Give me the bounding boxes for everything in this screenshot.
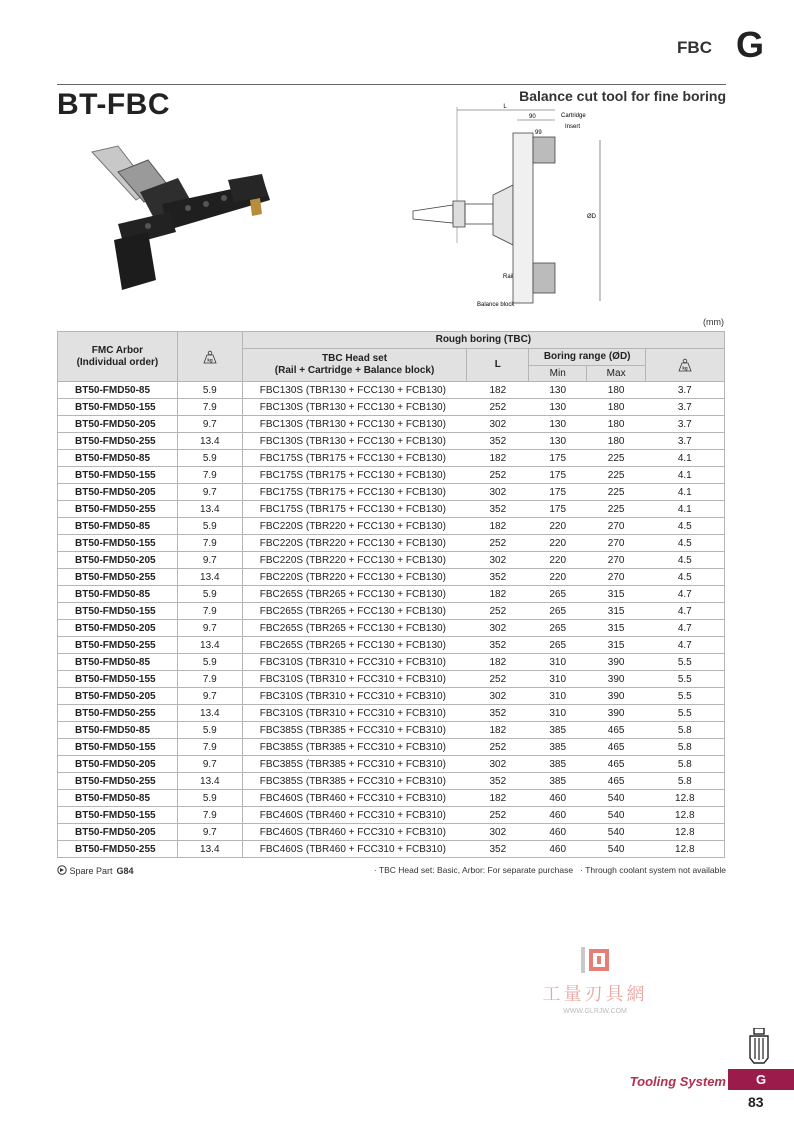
head-set-cell: FBC220S (TBR220 + FCC130 + FCB130): [242, 535, 467, 552]
head-weight-cell: 12.8: [646, 824, 725, 841]
min-diameter-cell: 130: [529, 433, 587, 450]
footnote-coolant: · Through coolant system not available: [580, 865, 726, 875]
min-diameter-cell: 310: [529, 671, 587, 688]
table-row: [58, 671, 725, 688]
max-diameter-cell: 180: [587, 416, 646, 433]
table-row: [58, 518, 725, 535]
min-diameter-cell: 310: [529, 688, 587, 705]
min-diameter-cell: 130: [529, 382, 587, 399]
arbor-weight-cell: 7.9: [177, 399, 242, 416]
head-weight-cell: 4.5: [646, 518, 725, 535]
arbor-cell: BT50-FMD50-155: [58, 671, 178, 688]
length-cell: 302: [467, 620, 529, 637]
arbor-weight-cell: 5.9: [177, 450, 242, 467]
arbor-weight-cell: 13.4: [177, 569, 242, 586]
head-weight-cell: 4.5: [646, 535, 725, 552]
arbor-weight-cell: 13.4: [177, 841, 242, 858]
length-cell: 302: [467, 824, 529, 841]
header-L: L: [467, 349, 529, 382]
min-diameter-cell: 385: [529, 722, 587, 739]
head-set-cell: FBC385S (TBR385 + FCC310 + FCB310): [242, 722, 467, 739]
head-weight-cell: 4.7: [646, 586, 725, 603]
svg-text:ØD: ØD: [587, 214, 596, 220]
table-row: [58, 739, 725, 756]
arbor-weight-cell: 5.9: [177, 722, 242, 739]
length-cell: 182: [467, 722, 529, 739]
min-diameter-cell: 310: [529, 705, 587, 722]
table-row: [58, 399, 725, 416]
length-cell: 352: [467, 773, 529, 790]
min-diameter-cell: 220: [529, 535, 587, 552]
head-set-cell: FBC385S (TBR385 + FCC310 + FCB310): [242, 756, 467, 773]
min-diameter-cell: 460: [529, 807, 587, 824]
head-set-cell: FBC460S (TBR460 + FCC310 + FCB310): [242, 824, 467, 841]
table-row: [58, 841, 725, 858]
max-diameter-cell: 180: [587, 382, 646, 399]
arbor-cell: BT50-FMD50-155: [58, 739, 178, 756]
arrow-circle-icon: [57, 865, 67, 875]
head-set-cell: FBC265S (TBR265 + FCC130 + FCB130): [242, 637, 467, 654]
max-diameter-cell: 180: [587, 399, 646, 416]
table-row: [58, 654, 725, 671]
min-diameter-cell: 130: [529, 399, 587, 416]
length-cell: 302: [467, 756, 529, 773]
max-diameter-cell: 465: [587, 773, 646, 790]
svg-text:L: L: [503, 104, 507, 110]
weight-kg-icon: [677, 358, 693, 372]
arbor-weight-cell: 9.7: [177, 824, 242, 841]
min-diameter-cell: 265: [529, 603, 587, 620]
length-cell: 302: [467, 416, 529, 433]
max-diameter-cell: 540: [587, 824, 646, 841]
head-set-cell: FBC460S (TBR460 + FCC310 + FCB310): [242, 790, 467, 807]
table-row: [58, 637, 725, 654]
arbor-cell: BT50-FMD50-255: [58, 637, 178, 654]
min-diameter-cell: 385: [529, 739, 587, 756]
head-set-cell: FBC265S (TBR265 + FCC130 + FCB130): [242, 620, 467, 637]
length-cell: 252: [467, 739, 529, 756]
page-subtitle: Balance cut tool for fine boring: [519, 88, 726, 104]
max-diameter-cell: 390: [587, 688, 646, 705]
min-diameter-cell: 385: [529, 756, 587, 773]
arbor-cell: BT50-FMD50-155: [58, 467, 178, 484]
head-set-cell: FBC175S (TBR175 + FCC130 + FCB130): [242, 450, 467, 467]
dimension-drawing: [405, 103, 625, 313]
head-set-cell: FBC130S (TBR130 + FCC130 + FCB130): [242, 382, 467, 399]
arbor-cell: BT50-FMD50-255: [58, 705, 178, 722]
max-diameter-cell: 225: [587, 501, 646, 518]
arbor-weight-cell: 5.9: [177, 790, 242, 807]
length-cell: 182: [467, 586, 529, 603]
arbor-cell: BT50-FMD50-205: [58, 552, 178, 569]
arbor-weight-cell: 9.7: [177, 620, 242, 637]
table-row: [58, 620, 725, 637]
arbor-cell: BT50-FMD50-85: [58, 518, 178, 535]
head-set-cell: FBC220S (TBR220 + FCC130 + FCB130): [242, 552, 467, 569]
max-diameter-cell: 315: [587, 603, 646, 620]
table-row: [58, 484, 725, 501]
table-row: [58, 552, 725, 569]
length-cell: 252: [467, 535, 529, 552]
head-weight-cell: 5.5: [646, 671, 725, 688]
arbor-cell: BT50-FMD50-255: [58, 433, 178, 450]
arbor-weight-cell: 9.7: [177, 756, 242, 773]
head-set-cell: FBC460S (TBR460 + FCC310 + FCB310): [242, 841, 467, 858]
length-cell: 352: [467, 637, 529, 654]
head-set-cell: FBC175S (TBR175 + FCC130 + FCB130): [242, 484, 467, 501]
min-diameter-cell: 310: [529, 654, 587, 671]
header-weight-arbor: [177, 332, 242, 382]
arbor-weight-cell: 13.4: [177, 433, 242, 450]
arbor-weight-cell: 7.9: [177, 535, 242, 552]
header-rough-boring: Rough boring (TBC): [242, 332, 724, 349]
arbor-weight-cell: 13.4: [177, 705, 242, 722]
table-row: [58, 790, 725, 807]
watermark-text: 工量刃具網: [542, 984, 648, 1004]
table-row: [58, 467, 725, 484]
arbor-cell: BT50-FMD50-255: [58, 773, 178, 790]
head-weight-cell: 5.8: [646, 739, 725, 756]
svg-text:Rail: Rail: [503, 274, 514, 280]
table-row: [58, 603, 725, 620]
max-diameter-cell: 390: [587, 654, 646, 671]
table-row: [58, 535, 725, 552]
arbor-cell: BT50-FMD50-155: [58, 399, 178, 416]
head-set-cell: FBC175S (TBR175 + FCC130 + FCB130): [242, 501, 467, 518]
header-min: Min: [529, 366, 587, 382]
tool-photo: [78, 140, 278, 310]
max-diameter-cell: 180: [587, 433, 646, 450]
length-cell: 352: [467, 569, 529, 586]
section-letter: G: [735, 24, 764, 65]
length-cell: 252: [467, 467, 529, 484]
head-weight-cell: 5.5: [646, 654, 725, 671]
arbor-weight-cell: 7.9: [177, 467, 242, 484]
min-diameter-cell: 175: [529, 484, 587, 501]
arbor-cell: BT50-FMD50-85: [58, 450, 178, 467]
head-set-cell: FBC310S (TBR310 + FCC310 + FCB310): [242, 688, 467, 705]
arbor-weight-cell: 5.9: [177, 382, 242, 399]
watermark-url: WWW.GLRJW.COM: [563, 1008, 627, 1015]
max-diameter-cell: 540: [587, 790, 646, 807]
section-short: FBC: [677, 38, 712, 57]
head-weight-cell: 5.8: [646, 773, 725, 790]
head-weight-cell: 12.8: [646, 841, 725, 858]
length-cell: 352: [467, 501, 529, 518]
arbor-cell: BT50-FMD50-155: [58, 535, 178, 552]
page-title: BT-FBC: [57, 88, 170, 121]
arbor-cell: BT50-FMD50-85: [58, 382, 178, 399]
length-cell: 182: [467, 790, 529, 807]
head-set-cell: FBC385S (TBR385 + FCC310 + FCB310): [242, 773, 467, 790]
table-row: [58, 501, 725, 518]
length-cell: 252: [467, 603, 529, 620]
table-row: [58, 416, 725, 433]
arbor-cell: BT50-FMD50-155: [58, 807, 178, 824]
min-diameter-cell: 175: [529, 450, 587, 467]
watermark-logo-icon: [575, 945, 615, 975]
arbor-weight-cell: 7.9: [177, 807, 242, 824]
head-set-cell: FBC265S (TBR265 + FCC130 + FCB130): [242, 586, 467, 603]
head-weight-cell: 4.1: [646, 450, 725, 467]
head-set-cell: FBC130S (TBR130 + FCC130 + FCB130): [242, 416, 467, 433]
head-weight-cell: 5.5: [646, 705, 725, 722]
head-set-cell: FBC460S (TBR460 + FCC310 + FCB310): [242, 807, 467, 824]
table-row: [58, 722, 725, 739]
head-set-cell: FBC310S (TBR310 + FCC310 + FCB310): [242, 654, 467, 671]
arbor-weight-cell: 5.9: [177, 586, 242, 603]
arbor-weight-cell: 9.7: [177, 688, 242, 705]
head-weight-cell: 4.5: [646, 569, 725, 586]
arbor-cell: BT50-FMD50-155: [58, 603, 178, 620]
max-diameter-cell: 465: [587, 722, 646, 739]
length-cell: 252: [467, 807, 529, 824]
head-weight-cell: 4.7: [646, 620, 725, 637]
svg-text:Balance block: Balance block: [477, 302, 515, 308]
head-weight-cell: 3.7: [646, 399, 725, 416]
head-set-cell: FBC265S (TBR265 + FCC130 + FCB130): [242, 603, 467, 620]
length-cell: 302: [467, 484, 529, 501]
max-diameter-cell: 225: [587, 450, 646, 467]
max-diameter-cell: 315: [587, 637, 646, 654]
table-row: [58, 807, 725, 824]
arbor-weight-cell: 9.7: [177, 416, 242, 433]
table-row: [58, 756, 725, 773]
length-cell: 252: [467, 399, 529, 416]
max-diameter-cell: 465: [587, 756, 646, 773]
arbor-cell: BT50-FMD50-255: [58, 569, 178, 586]
header-arbor: FMC Arbor (Individual order): [58, 332, 178, 382]
head-weight-cell: 4.5: [646, 552, 725, 569]
length-cell: 352: [467, 841, 529, 858]
arbor-cell: BT50-FMD50-205: [58, 824, 178, 841]
page-number: 83: [748, 1094, 764, 1110]
min-diameter-cell: 385: [529, 773, 587, 790]
head-weight-cell: 12.8: [646, 807, 725, 824]
head-weight-cell: 4.7: [646, 637, 725, 654]
max-diameter-cell: 390: [587, 705, 646, 722]
arbor-weight-cell: 9.7: [177, 484, 242, 501]
units-note: (mm): [703, 317, 724, 327]
collet-chuck-icon: [746, 1028, 772, 1064]
head-set-cell: FBC130S (TBR130 + FCC130 + FCB130): [242, 399, 467, 416]
table-row: [58, 569, 725, 586]
header-divider: [57, 84, 726, 85]
svg-text:90: 90: [529, 114, 536, 120]
length-cell: 352: [467, 705, 529, 722]
head-set-cell: FBC220S (TBR220 + FCC130 + FCB130): [242, 518, 467, 535]
head-set-cell: FBC385S (TBR385 + FCC310 + FCB310): [242, 739, 467, 756]
footer-section-label: Tooling System: [629, 1074, 726, 1089]
head-weight-cell: 3.7: [646, 416, 725, 433]
arbor-weight-cell: 5.9: [177, 654, 242, 671]
length-cell: 252: [467, 671, 529, 688]
arbor-cell: BT50-FMD50-255: [58, 501, 178, 518]
header-boring-range: Boring range (ØD): [529, 349, 646, 366]
arbor-cell: BT50-FMD50-205: [58, 416, 178, 433]
header-max: Max: [587, 366, 646, 382]
head-weight-cell: 3.7: [646, 433, 725, 450]
table-row: [58, 705, 725, 722]
arbor-cell: BT50-FMD50-85: [58, 654, 178, 671]
min-diameter-cell: 460: [529, 790, 587, 807]
head-weight-cell: 4.7: [646, 603, 725, 620]
arbor-cell: BT50-FMD50-85: [58, 790, 178, 807]
arbor-cell: BT50-FMD50-255: [58, 841, 178, 858]
min-diameter-cell: 175: [529, 467, 587, 484]
length-cell: 182: [467, 450, 529, 467]
table-row: [58, 433, 725, 450]
svg-text:kg: kg: [207, 357, 213, 362]
table-row: [58, 824, 725, 841]
max-diameter-cell: 270: [587, 552, 646, 569]
table-row: [58, 450, 725, 467]
min-diameter-cell: 460: [529, 841, 587, 858]
min-diameter-cell: 265: [529, 620, 587, 637]
min-diameter-cell: 460: [529, 824, 587, 841]
svg-text:Insert: Insert: [565, 124, 581, 130]
max-diameter-cell: 270: [587, 535, 646, 552]
max-diameter-cell: 540: [587, 841, 646, 858]
head-weight-cell: 5.8: [646, 756, 725, 773]
head-weight-cell: 12.8: [646, 790, 725, 807]
max-diameter-cell: 390: [587, 671, 646, 688]
min-diameter-cell: 130: [529, 416, 587, 433]
table-row: [58, 382, 725, 399]
arbor-cell: BT50-FMD50-205: [58, 620, 178, 637]
max-diameter-cell: 465: [587, 739, 646, 756]
spare-part-note: [57, 865, 134, 876]
table-row: [58, 773, 725, 790]
min-diameter-cell: 220: [529, 569, 587, 586]
max-diameter-cell: 315: [587, 620, 646, 637]
min-diameter-cell: 220: [529, 552, 587, 569]
arbor-weight-cell: 7.9: [177, 671, 242, 688]
length-cell: 302: [467, 688, 529, 705]
weight-kg-icon: [202, 350, 218, 364]
table-row: [58, 586, 725, 603]
max-diameter-cell: 315: [587, 586, 646, 603]
min-diameter-cell: 265: [529, 586, 587, 603]
header-weight-head: [646, 349, 725, 382]
spec-table: [57, 331, 725, 858]
min-diameter-cell: 220: [529, 518, 587, 535]
arbor-weight-cell: 13.4: [177, 637, 242, 654]
length-cell: 182: [467, 518, 529, 535]
max-diameter-cell: 270: [587, 518, 646, 535]
arbor-weight-cell: 7.9: [177, 739, 242, 756]
max-diameter-cell: 225: [587, 467, 646, 484]
arbor-weight-cell: 9.7: [177, 552, 242, 569]
arbor-cell: BT50-FMD50-205: [58, 756, 178, 773]
table-row: [58, 688, 725, 705]
arbor-cell: BT50-FMD50-205: [58, 688, 178, 705]
arbor-weight-cell: 5.9: [177, 518, 242, 535]
head-set-cell: FBC175S (TBR175 + FCC130 + FCB130): [242, 467, 467, 484]
svg-text:kg: kg: [682, 365, 688, 371]
head-weight-cell: 3.7: [646, 382, 725, 399]
head-weight-cell: 4.1: [646, 467, 725, 484]
head-set-cell: FBC310S (TBR310 + FCC310 + FCB310): [242, 705, 467, 722]
max-diameter-cell: 270: [587, 569, 646, 586]
svg-text:99: 99: [535, 130, 542, 136]
footer-section-tab[interactable]: G: [728, 1069, 794, 1090]
head-weight-cell: 5.5: [646, 688, 725, 705]
arbor-weight-cell: 13.4: [177, 501, 242, 518]
length-cell: 182: [467, 382, 529, 399]
min-diameter-cell: 265: [529, 637, 587, 654]
head-weight-cell: 4.1: [646, 501, 725, 518]
head-weight-cell: 4.1: [646, 484, 725, 501]
spare-part-label: Spare Part: [69, 866, 113, 876]
length-cell: 352: [467, 433, 529, 450]
head-set-cell: FBC130S (TBR130 + FCC130 + FCB130): [242, 433, 467, 450]
arbor-cell: BT50-FMD50-205: [58, 484, 178, 501]
spare-part-ref[interactable]: G84: [116, 866, 134, 876]
arbor-weight-cell: 13.4: [177, 773, 242, 790]
header-head-set: TBC Head set (Rail + Cartridge + Balance block): [242, 349, 467, 382]
footnote-head-set: · TBC Head set: Basic, Arbor: For separate purchase: [373, 865, 574, 875]
length-cell: 302: [467, 552, 529, 569]
head-set-cell: FBC220S (TBR220 + FCC130 + FCB130): [242, 569, 467, 586]
max-diameter-cell: 540: [587, 807, 646, 824]
length-cell: 182: [467, 654, 529, 671]
head-set-cell: FBC310S (TBR310 + FCC310 + FCB310): [242, 671, 467, 688]
max-diameter-cell: 225: [587, 484, 646, 501]
head-weight-cell: 5.8: [646, 722, 725, 739]
arbor-cell: BT50-FMD50-85: [58, 586, 178, 603]
footnotes: [374, 865, 726, 875]
arbor-weight-cell: 7.9: [177, 603, 242, 620]
svg-text:Cartridge: Cartridge: [561, 113, 586, 119]
watermark: [520, 945, 670, 1015]
arbor-cell: BT50-FMD50-85: [58, 722, 178, 739]
min-diameter-cell: 175: [529, 501, 587, 518]
